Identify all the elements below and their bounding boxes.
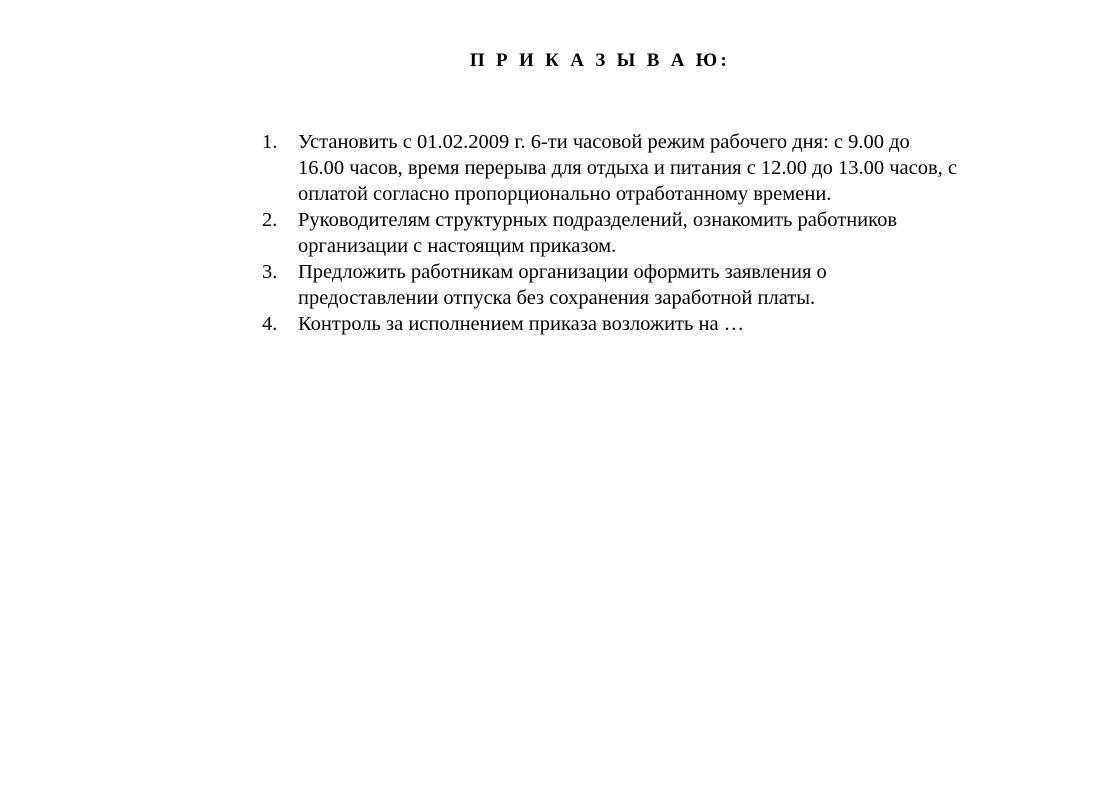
item-text-line: предоставлении отпуска без сохранения заработной платы. xyxy=(298,287,816,309)
item-number: 4. xyxy=(262,313,278,335)
item-text-line: Предложить работникам организации оформить заявления о xyxy=(298,261,827,283)
order-heading: П Р И К А З Ы В А Ю: xyxy=(469,50,731,71)
item-text-line: Контроль за исполнением приказа возложить на … xyxy=(298,313,745,335)
item-number: 3. xyxy=(262,261,278,283)
item-text-line: Установить с 01.02.2009 г. 6-ти часовой режим рабочего дня: с 9.00 до xyxy=(298,131,910,153)
item-number: 2. xyxy=(262,209,278,231)
item-text-line: Руководителям структурных подразделений, ознакомить работников xyxy=(298,209,898,231)
list-item xyxy=(262,207,1062,259)
list-item xyxy=(262,311,1062,337)
item-text-line: оплатой согласно пропорционально отработанному времени. xyxy=(298,183,832,205)
list-item xyxy=(262,259,1062,311)
item-text-line: организации с настоящим приказом. xyxy=(298,235,617,257)
item-number: 1. xyxy=(262,131,278,153)
item-text-line: 16.00 часов, время перерыва для отдыха и питания с 12.00 до 13.00 часов, с xyxy=(298,157,958,179)
list-item xyxy=(262,129,1062,207)
order-list xyxy=(262,129,1062,337)
